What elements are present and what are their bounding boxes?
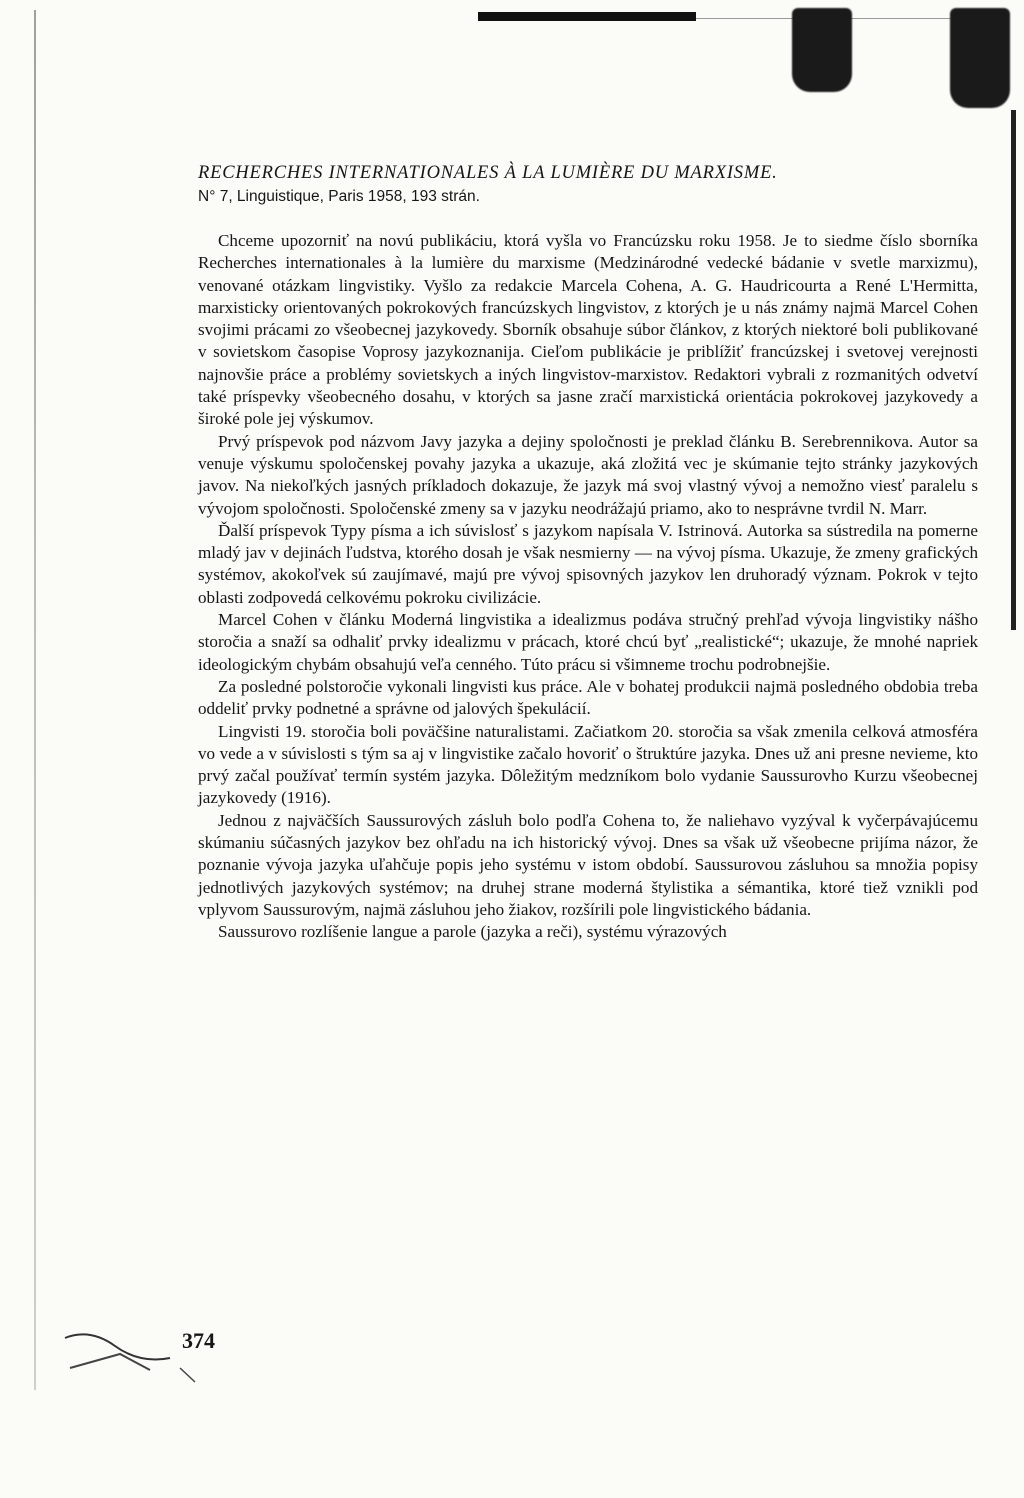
- review-heading: RECHERCHES INTERNATIONALES À LA LUMIÈRE DU MARXISME.: [198, 163, 778, 183]
- paragraph: Saussurovo rozlíšenie langue a parole (jazyka a reči), systému výrazových: [218, 922, 727, 942]
- page-number: 374: [182, 1328, 215, 1353]
- scan-artifact: [950, 8, 1010, 108]
- paragraph: Lingvisti 19. storočia boli poväčšine naturalistami. Začiatkom 20. storočia sa však zmenila celková atmosféra vo vede a v súvislosti s tým sa aj v lingvistike začalo hovoriť o štruktúre jazyka. Dnes už ani presne nevieme, kto prvý začal používať termín systém jazyka. Dôležitým medzníkom bolo vydanie Saussurovho Kurzu všeobecnej jazykovedy (1916).: [198, 721, 978, 808]
- review-subheading: N° 7, Linguistique, Paris 1958, 193 strán.: [198, 188, 480, 205]
- paragraph: Marcel Cohen v článku Moderná lingvistika a idealizmus podáva stručný prehľad vývoja lingvistiky nášho storočia a snaží sa odhaliť prvky idealizmu v prácach, ktoré chcú byť „realistické“; ukazuje, že mnohé napriek ideologickým chybám obsahujú veľa cenného. Túto prácu si všimneme trochu podrobnejšie.: [198, 610, 978, 674]
- scan-right-edge: [1011, 110, 1016, 630]
- paragraph: Prvý príspevok pod názvom Javy jazyka a dejiny spoločnosti je preklad článku B. Serebrennikova. Autor sa venuje výskumu spoločenskej povahy jazyka a ukazuje, aká zložitá vec je skúmanie tejto stránky jazykových javov. Na niekoľkých jasných príkladoch dokazuje, že jazyk má svoj vlastný vývoj a nemožno viesť paralelu s vývojom spoločnosti. Spoločenské zmeny sa v jazyku neodrážajú priamo, ako to nesprávne tvrdil N. Marr.: [198, 431, 978, 518]
- paragraph: Za posledné polstoročie vykonali lingvisti kus práce. Ale v bohatej produkcii najmä posledného obdobia treba oddeliť prvky podnetné a správne od jalových špekulácií.: [198, 676, 978, 719]
- paragraph: Chceme upozorniť na novú publikáciu, ktorá vyšla vo Francúzsku roku 1958. Je to siedme číslo sborníka Recherches internationales à la lumière du marxisme (Medzinárodné vedecké bádanie v svetle marxizmu), venované otázkam lingvistiky. Vyšlo za redakcie Marcela Cohena, A. G. Haudricourta a René L'Hermitta, marxisticky orientovaných pokrokových francúzskych lingvistov, z ktorých je u nás známy najmä Marcel Cohen svojimi prácami zo všeobecnej jazykovedy. Sborník obsahuje súbor článkov, z ktorých niektoré boli publikované v sovietskom časopise Voprosy jazykoznanija. Cieľom publikácie je priblížiť francúzskej i svetovej verejnosti najnovšie práce a problémy sovietskych a iných lingvistov-marxistov. Redaktori vybrali z rozmanitých odvetví také príspevky všeobecného dosahu, v ktorých sa jasne zračí marxistická orientácia pokrokovej jazykovedy a široké pole jej výskumov.: [198, 231, 978, 429]
- paragraph: Ďalší príspevok Typy písma a ich súvislosť s jazykom napísala V. Istrinová. Autorka sa sústredila na pomerne mladý jav v dejinách ľudstva, ktorého dosah je však nesmierny — na vývoj písma. Ukazuje, že zmeny grafických systémov, akokoľvek sú zaujímavé, majú pre vývoj spisovných jazykov len druhoradý význam. Pokrok v tejto oblasti zodpovedá celkovému pokroku civilizácie.: [198, 520, 978, 607]
- paragraph: Jednou z najväčších Saussurových zásluh bolo podľa Cohena to, že naliehavo vyzýval k vyčerpávajúcemu skúmaniu súčasných jazykov bez ohľadu na ich historický vývoj. Dnes sa však už všeobecne prijíma názor, že poznanie vývoja jazyka uľahčuje popis jeho systému v istom období. Saussurovou zásluhou sa množia popisy jednotlivých jazykových systémov; na druhej strane moderná štylistika a sémantika, ktoré tiež vznikli pod vplyvom Saussurovým, najmä zásluhou jeho žiakov, rozšírili pole lingvistického bádania.: [198, 810, 978, 919]
- review-body: [198, 230, 978, 944]
- scan-artifact: [792, 8, 852, 92]
- scan-page-edge: [34, 10, 36, 1390]
- review-article: [198, 160, 978, 944]
- scan-top-mark: [478, 12, 696, 21]
